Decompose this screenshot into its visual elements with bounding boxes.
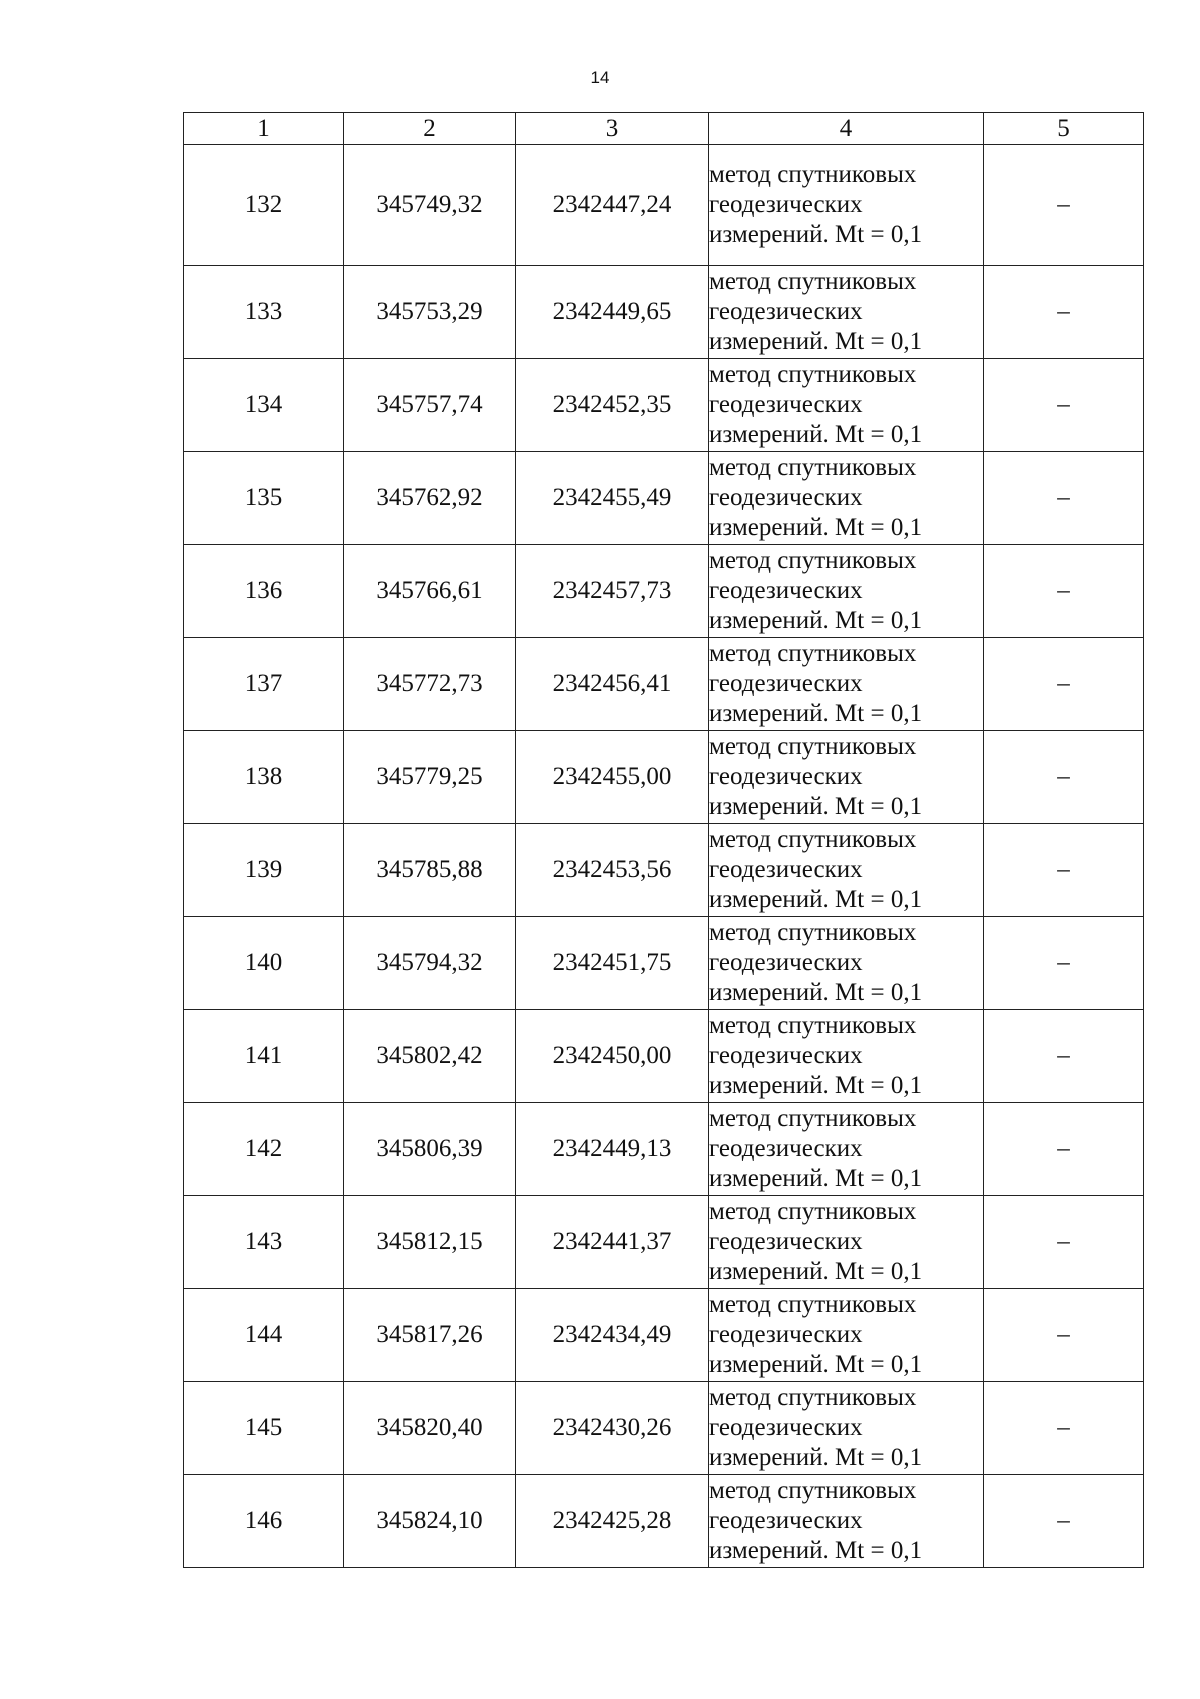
x-coordinate-cell: 345757,74 xyxy=(344,359,516,452)
y-coordinate-cell: 2342450,00 xyxy=(516,1010,709,1103)
method-text-line: метод спутниковых xyxy=(709,361,917,388)
x-coordinate-cell: 345812,15 xyxy=(344,1196,516,1289)
y-coordinate-cell: 2342434,49 xyxy=(516,1289,709,1382)
table-row xyxy=(184,452,1144,545)
table-body xyxy=(184,145,1144,1568)
column-5-cell: – xyxy=(984,1010,1144,1103)
y-coordinate-cell: 2342453,56 xyxy=(516,824,709,917)
x-coordinate-cell: 345753,29 xyxy=(344,266,516,359)
point-number-cell: 138 xyxy=(184,731,344,824)
column-5-cell: – xyxy=(984,145,1144,266)
method-text-line: измерений. Mt = 0,1 xyxy=(709,700,923,727)
column-header: 2 xyxy=(344,113,516,145)
y-coordinate-cell: 2342451,75 xyxy=(516,917,709,1010)
column-5-cell: – xyxy=(984,824,1144,917)
table-row xyxy=(184,145,1144,266)
page-number: 14 xyxy=(590,68,610,87)
table-row xyxy=(184,266,1144,359)
method-text-line: геодезических xyxy=(709,763,863,790)
method-cell xyxy=(709,731,984,824)
method-text-line: геодезических xyxy=(709,1507,863,1534)
column-5-cell: – xyxy=(984,731,1144,824)
x-coordinate-cell: 345749,32 xyxy=(344,145,516,266)
column-header: 4 xyxy=(709,113,984,145)
point-number-cell: 134 xyxy=(184,359,344,452)
method-text-line: измерений. Mt = 0,1 xyxy=(709,1072,923,1099)
table-header-row xyxy=(184,113,1144,145)
point-number-cell: 140 xyxy=(184,917,344,1010)
table-row xyxy=(184,917,1144,1010)
y-coordinate-cell: 2342455,00 xyxy=(516,731,709,824)
method-text-line: измерений. Mt = 0,1 xyxy=(709,221,923,248)
point-number-cell: 137 xyxy=(184,638,344,731)
method-text-line: метод спутниковых xyxy=(709,268,917,295)
column-5-cell: – xyxy=(984,1289,1144,1382)
method-text-line: измерений. Mt = 0,1 xyxy=(709,979,923,1006)
table-row xyxy=(184,545,1144,638)
method-text-line: метод спутниковых xyxy=(709,454,917,481)
method-cell xyxy=(709,1475,984,1568)
method-text-line: геодезических xyxy=(709,670,863,697)
column-5-cell: – xyxy=(984,638,1144,731)
table-row xyxy=(184,1475,1144,1568)
point-number-cell: 135 xyxy=(184,452,344,545)
table-row xyxy=(184,359,1144,452)
method-text-line: измерений. Mt = 0,1 xyxy=(709,1258,923,1285)
method-cell xyxy=(709,824,984,917)
x-coordinate-cell: 345794,32 xyxy=(344,917,516,1010)
method-text-line: измерений. Mt = 0,1 xyxy=(709,1444,923,1471)
method-text-line: метод спутниковых xyxy=(709,640,917,667)
column-header: 3 xyxy=(516,113,709,145)
method-text-line: измерений. Mt = 0,1 xyxy=(709,1165,923,1192)
x-coordinate-cell: 345806,39 xyxy=(344,1103,516,1196)
table-row xyxy=(184,731,1144,824)
point-number-cell: 139 xyxy=(184,824,344,917)
method-text-line: геодезических xyxy=(709,1414,863,1441)
point-number-cell: 144 xyxy=(184,1289,344,1382)
method-text-line: измерений. Mt = 0,1 xyxy=(709,607,923,634)
point-number-cell: 132 xyxy=(184,145,344,266)
method-text-line: измерений. Mt = 0,1 xyxy=(709,514,923,541)
method-text-line: метод спутниковых xyxy=(709,161,917,188)
method-text-line: геодезических xyxy=(709,856,863,883)
method-text-line: геодезических xyxy=(709,391,863,418)
method-text-line: измерений. Mt = 0,1 xyxy=(709,328,923,355)
column-5-cell: – xyxy=(984,1103,1144,1196)
method-cell xyxy=(709,545,984,638)
method-cell xyxy=(709,1010,984,1103)
point-number-cell: 141 xyxy=(184,1010,344,1103)
method-text-line: геодезических xyxy=(709,1042,863,1069)
method-cell xyxy=(709,1289,984,1382)
x-coordinate-cell: 345785,88 xyxy=(344,824,516,917)
method-cell xyxy=(709,145,984,266)
column-5-cell: – xyxy=(984,359,1144,452)
method-cell xyxy=(709,1196,984,1289)
column-5-cell: – xyxy=(984,1475,1144,1568)
method-cell xyxy=(709,917,984,1010)
method-text-line: геодезических xyxy=(709,949,863,976)
method-text-line: метод спутниковых xyxy=(709,1291,917,1318)
column-5-cell: – xyxy=(984,452,1144,545)
y-coordinate-cell: 2342449,13 xyxy=(516,1103,709,1196)
column-5-cell: – xyxy=(984,1196,1144,1289)
column-header: 1 xyxy=(184,113,344,145)
method-text-line: метод спутниковых xyxy=(709,547,917,574)
method-cell xyxy=(709,638,984,731)
method-text-line: геодезических xyxy=(709,191,863,218)
method-text-line: метод спутниковых xyxy=(709,1384,917,1411)
x-coordinate-cell: 345802,42 xyxy=(344,1010,516,1103)
point-number-cell: 133 xyxy=(184,266,344,359)
method-text-line: геодезических xyxy=(709,1228,863,1255)
table-row xyxy=(184,824,1144,917)
column-header: 5 xyxy=(984,113,1144,145)
table-row xyxy=(184,1382,1144,1475)
method-text-line: геодезических xyxy=(709,577,863,604)
method-cell xyxy=(709,266,984,359)
table-row xyxy=(184,638,1144,731)
table-row xyxy=(184,1010,1144,1103)
y-coordinate-cell: 2342456,41 xyxy=(516,638,709,731)
method-cell xyxy=(709,1382,984,1475)
point-number-cell: 136 xyxy=(184,545,344,638)
column-5-cell: – xyxy=(984,545,1144,638)
point-number-cell: 145 xyxy=(184,1382,344,1475)
method-text-line: измерений. Mt = 0,1 xyxy=(709,793,923,820)
method-text-line: геодезических xyxy=(709,1135,863,1162)
y-coordinate-cell: 2342441,37 xyxy=(516,1196,709,1289)
x-coordinate-cell: 345779,25 xyxy=(344,731,516,824)
y-coordinate-cell: 2342455,49 xyxy=(516,452,709,545)
column-5-cell: – xyxy=(984,266,1144,359)
method-text-line: метод спутниковых xyxy=(709,826,917,853)
method-text-line: геодезических xyxy=(709,298,863,325)
point-number-cell: 146 xyxy=(184,1475,344,1568)
method-text-line: метод спутниковых xyxy=(709,1012,917,1039)
y-coordinate-cell: 2342449,65 xyxy=(516,266,709,359)
point-number-cell: 142 xyxy=(184,1103,344,1196)
column-5-cell: – xyxy=(984,917,1144,1010)
y-coordinate-cell: 2342430,26 xyxy=(516,1382,709,1475)
method-text-line: метод спутниковых xyxy=(709,733,917,760)
method-text-line: геодезических xyxy=(709,484,863,511)
method-cell xyxy=(709,359,984,452)
y-coordinate-cell: 2342457,73 xyxy=(516,545,709,638)
method-text-line: метод спутниковых xyxy=(709,1477,917,1504)
method-text-line: метод спутниковых xyxy=(709,919,917,946)
method-text-line: измерений. Mt = 0,1 xyxy=(709,1351,923,1378)
method-text-line: метод спутниковых xyxy=(709,1198,917,1225)
x-coordinate-cell: 345824,10 xyxy=(344,1475,516,1568)
x-coordinate-cell: 345766,61 xyxy=(344,545,516,638)
method-text-line: геодезических xyxy=(709,1321,863,1348)
y-coordinate-cell: 2342447,24 xyxy=(516,145,709,266)
method-text-line: измерений. Mt = 0,1 xyxy=(709,1537,923,1564)
point-number-cell: 143 xyxy=(184,1196,344,1289)
table-row xyxy=(184,1289,1144,1382)
coordinates-table xyxy=(183,112,1144,1568)
y-coordinate-cell: 2342452,35 xyxy=(516,359,709,452)
column-5-cell: – xyxy=(984,1382,1144,1475)
x-coordinate-cell: 345817,26 xyxy=(344,1289,516,1382)
method-text-line: метод спутниковых xyxy=(709,1105,917,1132)
method-cell xyxy=(709,452,984,545)
y-coordinate-cell: 2342425,28 xyxy=(516,1475,709,1568)
method-cell xyxy=(709,1103,984,1196)
method-text-line: измерений. Mt = 0,1 xyxy=(709,886,923,913)
x-coordinate-cell: 345762,92 xyxy=(344,452,516,545)
x-coordinate-cell: 345772,73 xyxy=(344,638,516,731)
table-row xyxy=(184,1196,1144,1289)
method-text-line: измерений. Mt = 0,1 xyxy=(709,421,923,448)
x-coordinate-cell: 345820,40 xyxy=(344,1382,516,1475)
table-row xyxy=(184,1103,1144,1196)
